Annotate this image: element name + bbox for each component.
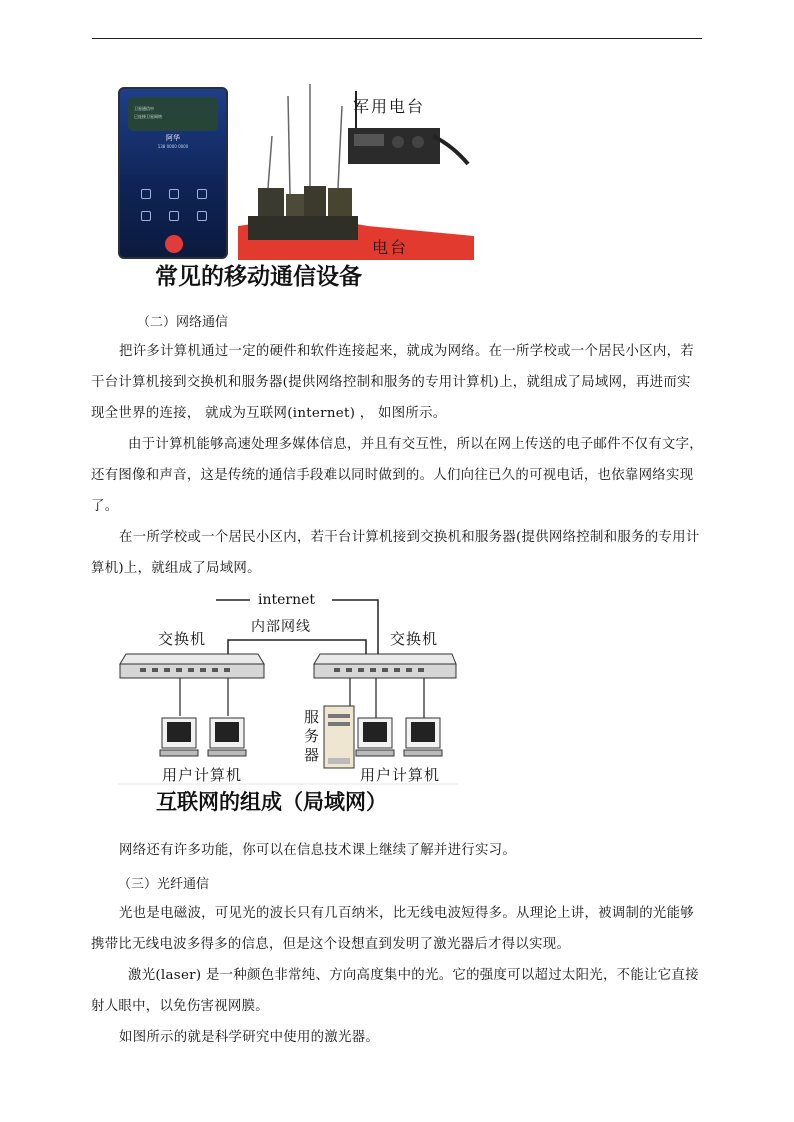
military-radio-label: 军用电台 [353, 97, 426, 116]
section2-paragraph1-text: 把许多计算机通过一定的硬件和软件连接起来，就成为网络。在一所学校或一个居民小区内，若干台计算机接到交换机和服务器(提供网络控制和服务的专用计算机)上，就组成了局域网，再进而实现全世界的连接， 就成为互联网(internet) ， 如图所示。 [91, 344, 695, 421]
caller-number: 138 0000 0000 [157, 144, 189, 149]
users-left-label: 用户计算机 [162, 766, 243, 784]
header-rule [92, 38, 702, 39]
section2-paragraph3-text: 在一所学校或一个居民小区内，若干台计算机接到交换机和服务器(提供网络控制和服务的专用计算机)上，就组成了局域网。 [91, 530, 700, 576]
section2-paragraph3 [91, 522, 703, 584]
section2-closing [91, 835, 703, 866]
section3-paragraph2-text: 激光(laser) 是一种颜色非常纯、方向高度集中的光。它的强度可以超过太阳光，不能让它直接射人眼中，以免伤害视网膜。 [91, 968, 699, 1014]
inner-line-label: 内部网线 [251, 619, 311, 635]
banner-line1: 卫星通信中 [134, 106, 154, 111]
lan-diagram [118, 588, 458, 788]
section3-paragraph1-text: 光也是电磁波，可见光的波长只有几百纳米，比无线电波短得多。从理论上讲，被调制的光能够携带比无线电波多得多的信息，但是这个设想直到发明了激光器后才得以实现。 [91, 906, 695, 952]
radio-label: 电台 [372, 238, 409, 257]
note-icon [141, 211, 151, 221]
satellite-phone-image [118, 87, 228, 259]
section2-heading: （二）网络通信 [137, 315, 229, 330]
server-label [304, 708, 320, 765]
switch-right-label: 交换机 [390, 630, 439, 648]
section3-paragraph1 [91, 898, 703, 960]
figure2-caption: 互联网的组成（局域网） [156, 790, 387, 814]
hangup-icon [165, 235, 183, 253]
section3-paragraph3 [91, 1022, 703, 1053]
mic-icon [169, 211, 179, 221]
call-controls [132, 189, 216, 221]
call-banner [128, 97, 218, 131]
server-label-char3: 器 [304, 746, 320, 764]
hold-icon [169, 189, 179, 199]
section2-paragraph2 [91, 429, 703, 522]
banner-line2: 已连接卫星网络 [134, 114, 162, 119]
section2-paragraph1 [91, 336, 703, 429]
section3-heading: （三）光纤通信 [118, 877, 210, 892]
users-right-label: 用户计算机 [360, 766, 441, 784]
add-call-icon [197, 189, 207, 199]
server-label-char1: 服 [304, 708, 320, 726]
section3-paragraph3-text: 如图所示的就是科学研究中使用的激光器。 [119, 1030, 380, 1045]
server-label-char2: 务 [304, 727, 320, 745]
internet-label: internet [258, 592, 316, 608]
contact-icon [197, 211, 207, 221]
figure1-caption: 常见的移动通信设备 [155, 264, 362, 290]
switch-left-label: 交换机 [158, 630, 207, 648]
section2-paragraph2-text: 由于计算机能够高速处理多媒体信息，并且有交互性，所以在网上传送的电子邮件不仅有文字，还有图像和声音，这是传统的通信手段难以同时做到的。人们向往已久的可视电话，也依靠网络实现了。 [91, 437, 704, 514]
mute-icon [141, 189, 151, 199]
caller-name: 阿华 [166, 134, 180, 142]
section3-paragraph2 [91, 960, 703, 1022]
section2-closing-text: 网络还有许多功能，你可以在信息技术课上继续了解并进行实习。 [119, 843, 517, 858]
